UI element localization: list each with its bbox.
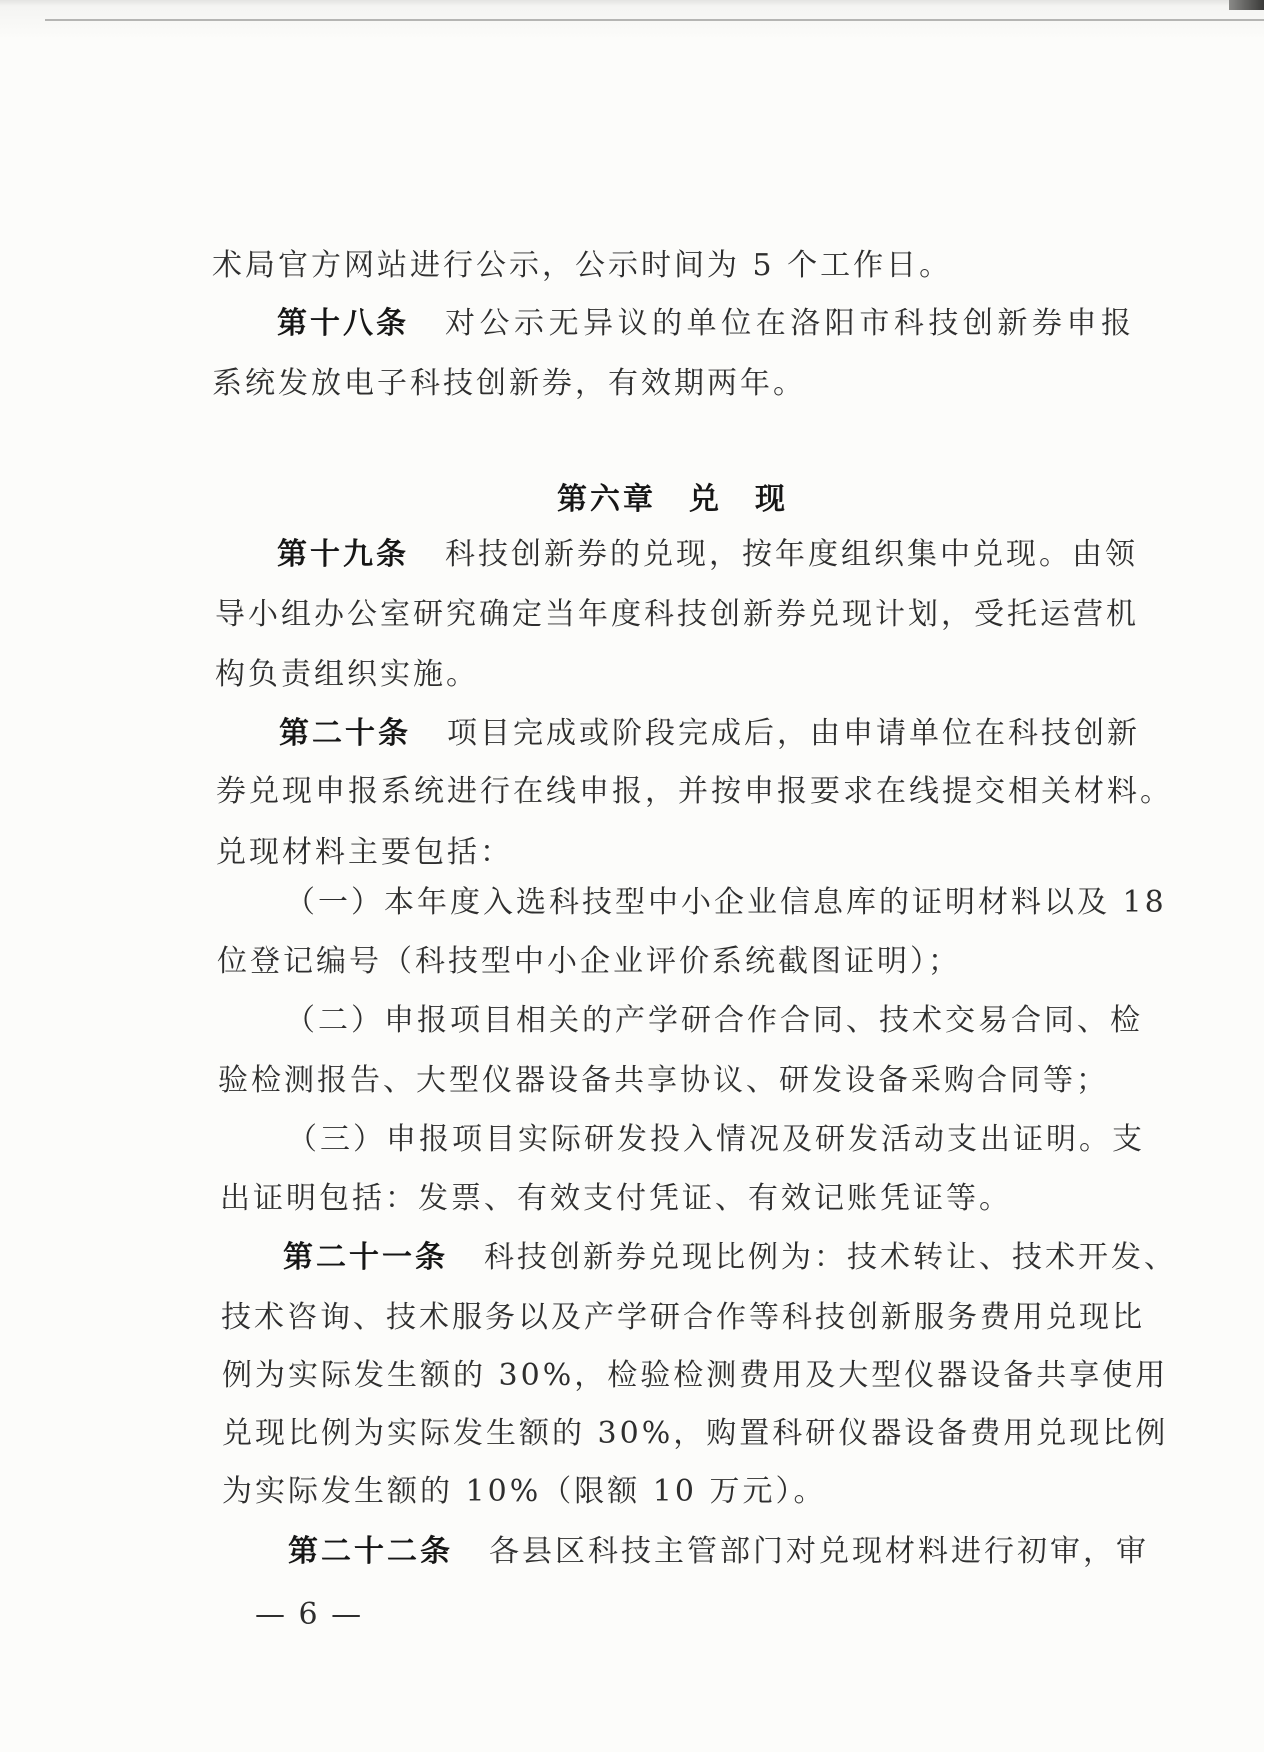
body-line: 券兑现申报系统进行在线申报，并按申报要求在线提交相关材料。 <box>216 774 1173 809</box>
chapter-heading: 第六章 兑 现 <box>557 482 788 517</box>
article-22-line <box>288 1532 1149 1572</box>
body-line: 构负责组织实施。 <box>215 657 479 692</box>
article-label: 第十九条 <box>277 537 409 572</box>
article-text: 项目完成或阶段完成后，由申请单位在科技创新 <box>447 716 1140 751</box>
article-text: 对公示无异议的单位在洛阳市科技创新券申报 <box>445 306 1134 341</box>
body-line: 系统发放电子科技创新券，有效期两年。 <box>212 366 806 401</box>
article-label: 第二十一条 <box>283 1240 448 1275</box>
article-label: 第十八条 <box>277 306 409 341</box>
article-18-line <box>277 304 1134 344</box>
article-20-line <box>279 714 1140 754</box>
body-line: 技术咨询、技术服务以及产学研合作等科技创新服务费用兑现比 <box>221 1300 1145 1335</box>
article-19-line <box>277 535 1138 575</box>
body-line: 出证明包括：发票、有效支付凭证、有效记账凭证等。 <box>220 1181 1012 1216</box>
body-line: 位登记编号（科技型中小企业评价系统截图证明）； <box>217 944 961 979</box>
article-21-line <box>283 1238 1177 1278</box>
body-line: 验检测报告、大型仪器设备共享协议、研发设备采购合同等； <box>218 1063 1109 1098</box>
list-item-3-line: （三）申报项目实际研发投入情况及研发活动支出证明。支 <box>287 1122 1145 1157</box>
body-line: 兑现比例为实际发生额的 30%，购置科研仪器设备费用兑现比例 <box>222 1416 1169 1451</box>
header-rule <box>45 19 1264 21</box>
body-line: 兑现材料主要包括： <box>216 835 513 870</box>
scan-corner-mark <box>1229 0 1264 10</box>
body-line: 导小组办公室研究确定当年度科技创新券兑现计划，受托运营机 <box>215 597 1139 632</box>
article-label: 第二十二条 <box>288 1534 453 1569</box>
body-line: 为实际发生额的 10%（限额 10 万元）。 <box>222 1474 827 1509</box>
page-number: — 6 — <box>255 1597 364 1632</box>
body-line: 术局官方网站进行公示，公示时间为 5 个工作日。 <box>212 248 953 283</box>
list-item-2-line: （二）申报项目相关的产学研合作合同、技术交易合同、检 <box>285 1003 1143 1038</box>
article-text: 各县区科技主管部门对兑现材料进行初审，审 <box>489 1534 1149 1569</box>
article-label: 第二十条 <box>279 716 411 751</box>
list-item-1-line: （一）本年度入选科技型中小企业信息库的证明材料以及 18 <box>285 885 1167 920</box>
article-text: 科技创新券兑现比例为：技术转让、技术开发、 <box>484 1240 1177 1275</box>
scan-top-shadow <box>0 0 1264 6</box>
body-line: 例为实际发生额的 30%，检验检测费用及大型仪器设备共享使用 <box>222 1358 1169 1393</box>
article-text: 科技创新券的兑现，按年度组织集中兑现。由领 <box>445 537 1138 572</box>
